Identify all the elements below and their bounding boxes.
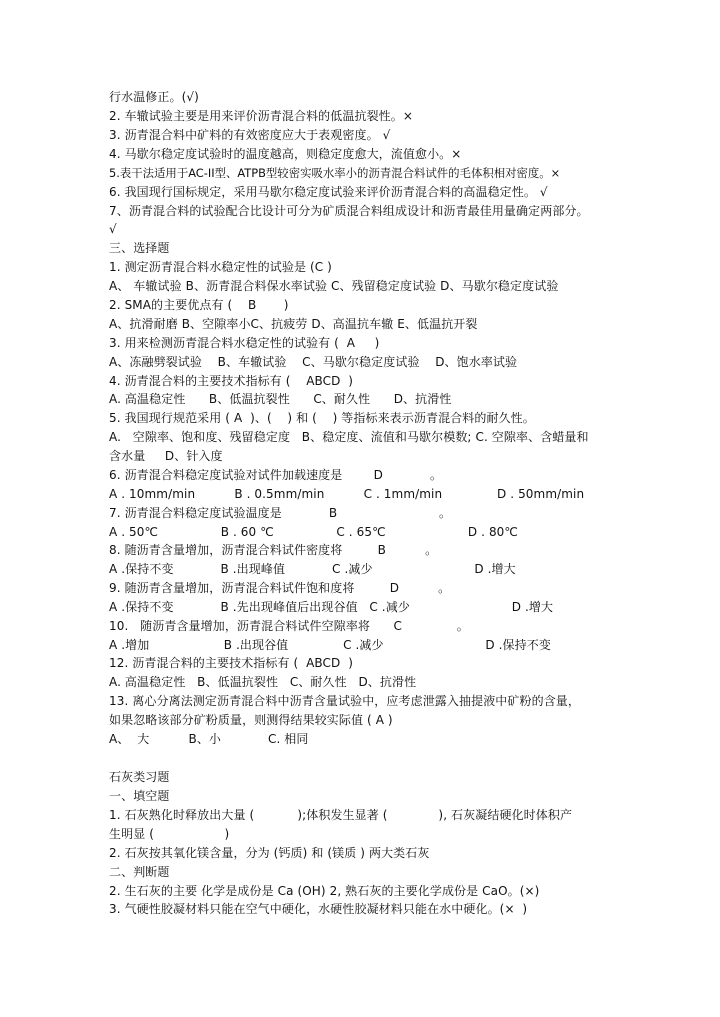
text-line: A、 大 B、小 C. 相同	[109, 732, 309, 746]
text-line: A . 10mm/min B . 0.5mm/min C . 1mm/min D . 50mm/min	[109, 487, 585, 501]
text-line: 行水温修正。(√)	[109, 90, 199, 104]
section-heading: 石灰类习题	[109, 770, 170, 784]
text-line: A. 高温稳定性 B、低温抗裂性 C、耐久性 D、抗滑性	[109, 675, 417, 689]
text-line: 5. 我国现行规范采用 ( A )、( ) 和 ( ) 等指标来表示沥青混合料的耐久性。	[109, 411, 535, 425]
text-line: 7. 沥青混合料稳定度试验温度是 B 。	[109, 506, 452, 520]
section-heading: 一、填空题	[109, 789, 170, 803]
text-line: 7、沥青混合料的试验配合比设计可分为矿质混合料组成设计和沥青最佳用量确定两部分。	[109, 204, 589, 218]
text-line: A . 50℃ B . 60 ℃ C . 65℃ D . 80℃	[109, 525, 518, 539]
text-line: 生明显 ( )	[109, 827, 230, 841]
text-line: 8. 随沥青含量增加，沥青混合料试件密度将 B 。	[109, 543, 438, 557]
text-line: A、抗滑耐磨 B、空隙率小C、抗疲劳 D、高温抗车辙 E、低温抗开裂	[109, 317, 478, 331]
text-line: 6. 沥青混合料稳定度试验对试件加载速度是 D 。	[109, 468, 443, 482]
text-line: A. 空隙率、饱和度、残留稳定度 B、稳定度、流值和马歇尔模数; C. 空隙率、含蜡量和	[109, 430, 589, 444]
text-line: A. 高温稳定性 B、低温抗裂性 C、耐久性 D、抗滑性	[109, 392, 452, 406]
text-line: 12. 沥青混合料的主要技术指标有 ( ABCD )	[109, 656, 353, 670]
text-line: 2. 生石灰的主要 化学是成份是 Ca (OH) 2, 熟石灰的主要化学成份是 CaO。(×)	[109, 884, 540, 898]
text-line: 含水量 D、针入度	[109, 449, 223, 463]
text-line: 5.表干法适用于AC-II型、ATPB型较密实吸水率小的沥青混合料试件的毛体积相对密度。×	[109, 166, 561, 180]
section-heading: 二、判断题	[109, 865, 170, 879]
text-line: 3. 气硬性胶凝材料只能在空气中硬化，水硬性胶凝材料只能在水中硬化。(× )	[109, 902, 528, 916]
text-line: 6. 我国现行国标规定，采用马歇尔稳定度试验来评价沥青混合料的高温稳定性。 √	[109, 185, 548, 199]
text-line: A、冻融劈裂试验 B、车辙试验 C、马歇尔稳定度试验 D、饱水率试验	[109, 355, 518, 369]
text-line: A、 车辙试验 B、沥青混合料保水率试验 C、残留稳定度试验 D、马歇尔稳定度试验	[109, 279, 559, 293]
text-line: √	[109, 222, 117, 236]
text-line: 如果忽略该部分矿粉质量，则测得结果较实际值 ( A )	[109, 713, 393, 727]
text-line: A .增加 B .出现谷值 C .减少 D .保持不变	[109, 638, 551, 652]
text-line: 2. SMA的主要优点有 ( B )	[109, 298, 289, 312]
text-line: A .保持不变 B .先出现峰值后出现谷值 C .减少 D .增大	[109, 600, 554, 614]
text-line: 3. 用来检测沥青混合料水稳定性的试验有 ( A )	[109, 336, 380, 350]
text-line: 9. 随沥青含量增加，沥青混合料试件饱和度将 D 。	[109, 581, 451, 595]
text-line: A .保持不变 B .出现峰值 C .减少 D .增大	[109, 562, 516, 576]
text-line: 3. 沥青混合料中矿料的有效密度应大于表观密度。 √	[109, 128, 391, 142]
section-heading: 三、选择题	[109, 241, 170, 255]
text-line: 10. 随沥青含量增加，沥青混合料试件空隙率将 C 。	[109, 619, 469, 633]
text-line: 1. 测定沥青混合料水稳定性的试验是 (C )	[109, 260, 332, 274]
text-line: 4. 沥青混合料的主要技术指标有 ( ABCD )	[109, 374, 354, 388]
text-line: 1. 石灰熟化时释放出大量 ( );体积发生显著 ( ), 石灰凝结硬化时体积产	[109, 808, 573, 822]
text-line: 2. 车辙试验主要是用来评价沥青混合料的低温抗裂性。×	[109, 109, 414, 123]
text-line: 4. 马歇尔稳定度试验时的温度越高，则稳定度愈大，流值愈小。×	[109, 147, 462, 161]
text-line: 13. 离心分离法测定沥青混合料中沥青含量试验中，应考虑泄露入抽提液中矿粉的含量，	[109, 694, 581, 708]
text-line: 2. 石灰按其氧化镁含量，分为 (钙质) 和 (镁质 ) 两大类石灰	[109, 846, 430, 860]
